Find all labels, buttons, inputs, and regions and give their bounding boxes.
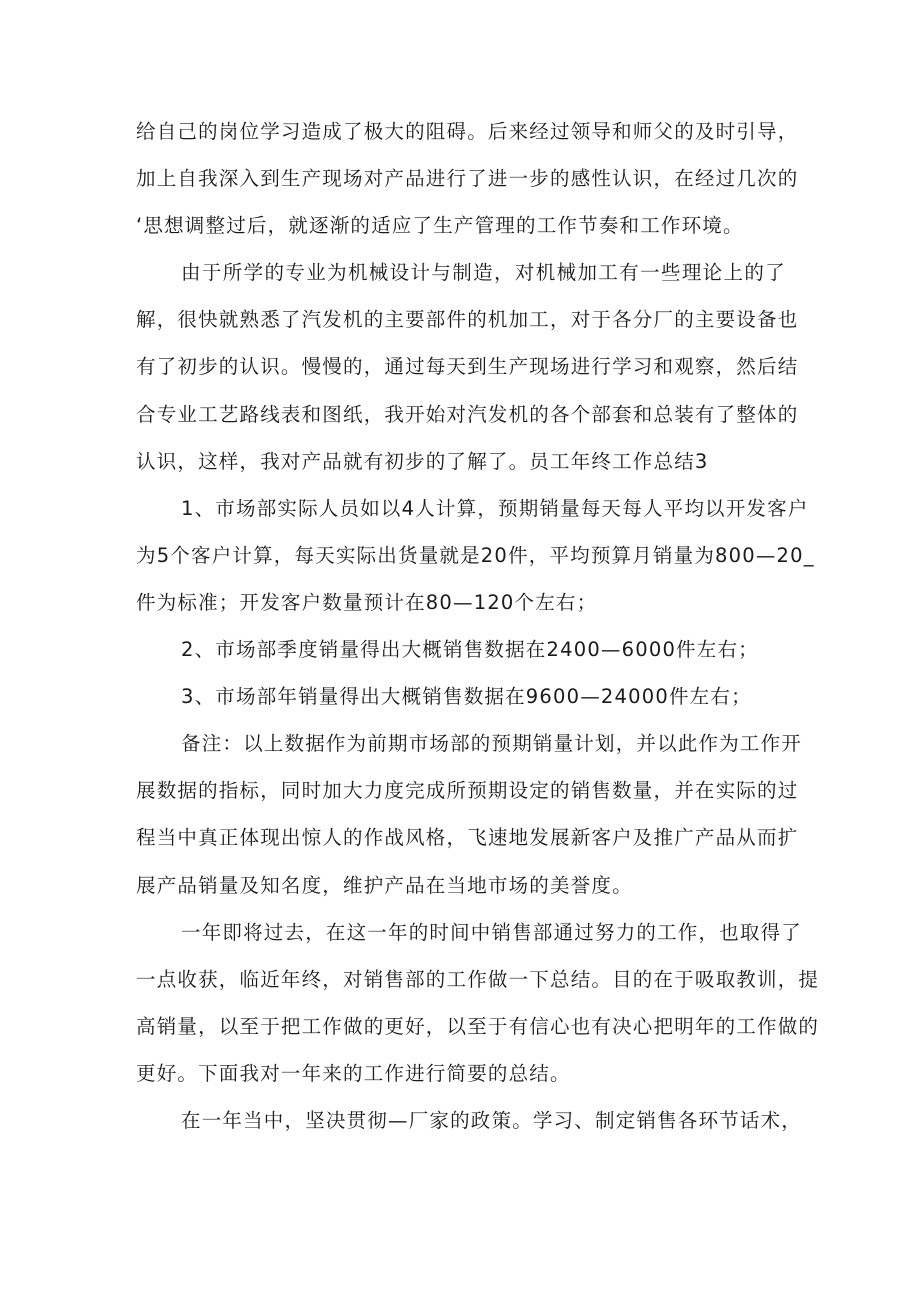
text-line: 给自己的岗位学习造成了极大的阻碍。后来经过领导和师父的及时引导，: [136, 120, 799, 143]
text-line: 程当中真正体现出惊人的作战风格，飞速地发展新客户及推广产品从而扩: [136, 826, 799, 850]
text-line: 2、市场部季度销量得出大概销售数据在2400—6000件左右；: [181, 638, 759, 662]
paragraph-4: [136, 626, 786, 673]
text-line: 备注：以上数据作为前期市场部的预期销量计划，并以此作为工作开: [181, 732, 803, 756]
text-line: 合专业工艺路线表和图纸，我开始对汽发机的各个部套和总装有了整体的: [136, 402, 799, 426]
paragraph-2: [136, 249, 799, 484]
text-line: 由于所学的专业为机械设计与制造，对机械加工有一些理论上的了: [181, 261, 786, 285]
text-line: 认识，这样，我对产品就有初步的了解了。员工年终工作总结3: [136, 449, 709, 473]
paragraph-5: [136, 673, 786, 720]
text-line: 一点收获，临近年终，对销售部的工作做一下总结。目的在于吸取教训，提: [136, 967, 820, 991]
document-body: [136, 108, 820, 1144]
text-line: 展产品销量及知名度，维护产品在当地市场的美誉度。: [136, 873, 633, 897]
paragraph-8: [136, 1097, 803, 1144]
text-line: 3、市场部年销量得出大概销售数据在9600—24000件左右；: [181, 685, 752, 709]
text-line: 1、市场部实际人员如以4人计算，预期销量每天每人平均以开发客户: [181, 496, 809, 520]
text-line: 为5个客户计算，每天实际出货量就是20件，平均预算月销量为800—20_: [136, 543, 815, 567]
text-line: 更好。下面我对一年来的工作进行简要的总结。: [136, 1061, 571, 1085]
text-line: 展数据的指标，同时加大力度完成所预期设定的销售数量，并在实际的过: [136, 779, 799, 803]
paragraph-7: [136, 909, 820, 1097]
paragraph-3: [136, 485, 815, 626]
paragraph-1: [136, 108, 799, 249]
text-line: 加上自我深入到生产现场对产品进行了进一步的感性认识，在经过几次的: [136, 167, 799, 191]
text-line: 解，很快就熟悉了汽发机的主要部件的机加工，对于各分厂的主要设备也: [136, 308, 799, 332]
paragraph-6: [136, 720, 803, 908]
text-line: ‘思想调整过后，就逐渐的适应了生产管理的工作节奏和工作环境。: [136, 214, 744, 238]
text-line: 一年即将过去，在这一年的时间中销售部通过努力的工作，也取得了: [181, 920, 803, 944]
text-line: 在一年当中，坚决贯彻—厂家的政策。学习、制定销售各环节话术，: [181, 1108, 803, 1132]
text-line: 有了初步的认识。慢慢的，通过每天到生产现场进行学习和观察，然后结: [136, 355, 799, 379]
text-line: 件为标准；开发客户数量预计在80—120个左右；: [136, 590, 598, 614]
text-line: 高销量，以至于把工作做的更好，以至于有信心也有决心把明年的工作做的: [136, 1014, 820, 1038]
